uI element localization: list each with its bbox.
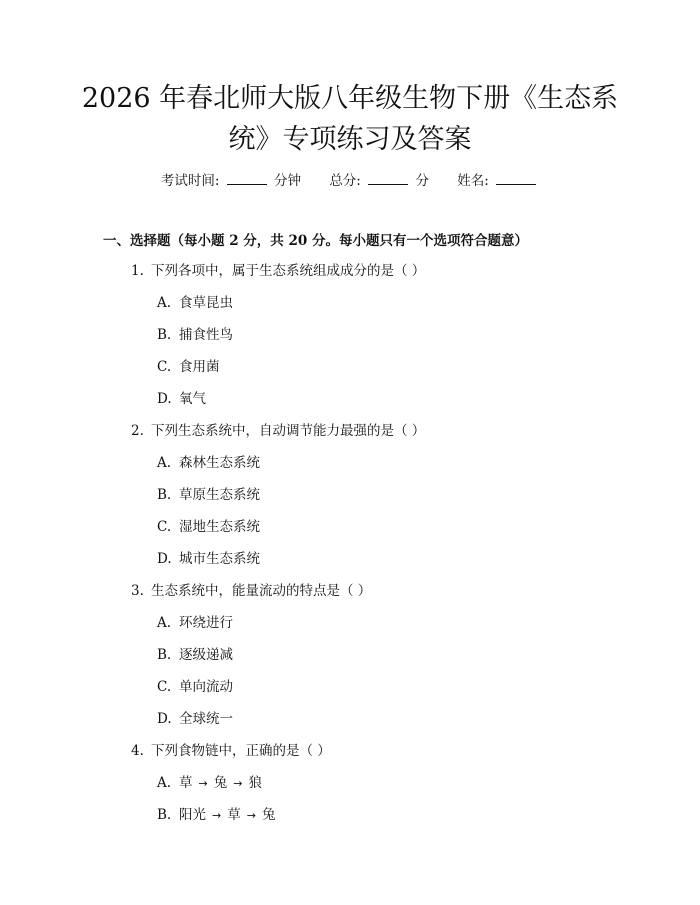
answer-option	[157, 485, 700, 517]
answer-option	[157, 293, 700, 325]
option-letter: B.	[157, 487, 172, 503]
answer-option	[157, 645, 700, 677]
option-letter: C.	[157, 519, 172, 535]
option-text: 食用菌	[179, 359, 220, 375]
option-letter: B.	[157, 327, 172, 343]
option-letter: A.	[157, 295, 172, 311]
question-text: 生态系统中，能量流动的特点是（ ）	[151, 583, 372, 599]
option-letter: D.	[157, 711, 172, 727]
question-stem	[131, 581, 700, 613]
food-chain-item: 草	[179, 775, 193, 791]
option-text: 湿地生态系统	[179, 519, 260, 535]
arrow-right-icon: →	[212, 809, 222, 822]
exam-info-row	[0, 169, 700, 189]
question-stem	[131, 741, 700, 773]
exam-time-field	[161, 169, 301, 189]
answer-option	[157, 613, 700, 645]
food-chain-item: 草	[227, 807, 241, 823]
option-letter: B.	[157, 647, 172, 663]
answer-option	[157, 357, 700, 389]
option-text: 城市生态系统	[179, 551, 260, 567]
answer-option	[157, 677, 700, 709]
page-title	[60, 78, 640, 160]
title-line-2: 统》专项练习及答案	[228, 124, 472, 155]
question-stem	[131, 261, 700, 293]
question-stem	[131, 421, 700, 453]
option-text: 捕食性鸟	[179, 327, 233, 343]
option-text: 食草昆虫	[179, 295, 233, 311]
answer-option	[157, 325, 700, 357]
question-number: 1.	[131, 263, 144, 279]
option-text: 环绕进行	[179, 615, 233, 631]
option-letter: C.	[157, 679, 172, 695]
total-score-label: 总分:	[329, 173, 361, 189]
question-text: 下列食物链中，正确的是（ ）	[151, 743, 331, 759]
answer-option	[157, 389, 700, 421]
food-chain-item: 兔	[261, 807, 276, 823]
option-letter: D.	[157, 551, 172, 567]
answer-option	[157, 549, 700, 581]
student-name-field	[457, 169, 539, 189]
section-heading: 一、选择题（每小题 2 分，共 20 分。每小题只有一个选项符合题意）	[103, 233, 528, 249]
option-text: 草原生态系统	[179, 487, 260, 503]
option-letter: D.	[157, 391, 172, 407]
option-text: 全球统一	[179, 711, 233, 727]
total-score-unit: 分	[415, 173, 429, 189]
arrow-right-icon: →	[233, 777, 243, 790]
arrow-right-icon: →	[246, 809, 256, 822]
option-letter: A.	[157, 775, 172, 791]
student-name-blank	[496, 172, 536, 185]
exam-time-blank	[227, 172, 267, 185]
option-letter: A.	[157, 455, 172, 471]
question-list	[0, 261, 700, 837]
food-chain-item: 兔	[213, 775, 228, 791]
option-letter: C.	[157, 359, 172, 375]
option-text: 逐级递减	[179, 647, 233, 663]
answer-option	[157, 805, 700, 837]
answer-option	[157, 709, 700, 741]
title-line-1: 2026 年春北师大版八年级生物下册《生态系	[81, 83, 619, 114]
food-chain-item: 阳光	[179, 807, 206, 823]
question-text: 下列各项中，属于生态系统组成成分的是（ ）	[151, 263, 426, 279]
exam-time-unit: 分钟	[274, 173, 302, 189]
total-score-blank	[368, 172, 408, 185]
option-text: 氧气	[179, 391, 206, 407]
student-name-label: 姓名:	[457, 173, 489, 189]
food-chain-item: 狼	[248, 775, 262, 791]
answer-option	[157, 773, 700, 805]
option-letter: B.	[157, 807, 172, 823]
question-number: 2.	[131, 423, 144, 439]
question-text: 下列生态系统中，自动调节能力最强的是（ ）	[151, 423, 426, 439]
total-score-field	[329, 169, 429, 189]
question-number: 4.	[131, 743, 144, 759]
option-text: 森林生态系统	[179, 455, 260, 471]
answer-option	[157, 453, 700, 485]
arrow-right-icon: →	[198, 777, 208, 790]
option-letter: A.	[157, 615, 172, 631]
option-text: 单向流动	[179, 679, 233, 695]
exam-time-label: 考试时间:	[160, 173, 220, 189]
question-number: 3.	[131, 583, 144, 599]
answer-option	[157, 517, 700, 549]
